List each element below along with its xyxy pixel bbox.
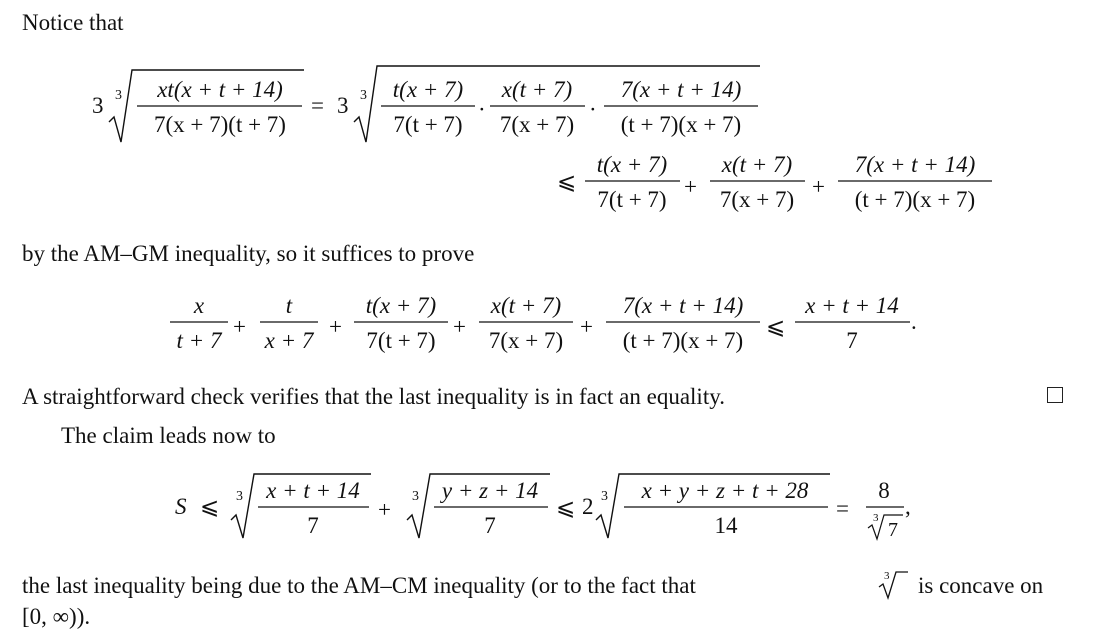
eq3-r1-index: 3 xyxy=(236,489,243,504)
eq3-result-index: 3 xyxy=(873,512,879,524)
eq3-leq-2: ⩽ xyxy=(556,495,576,520)
eq1-l2-frac-a-den: 7(t + 7) xyxy=(597,187,667,212)
eq2-plus-1: + xyxy=(233,314,246,339)
text-claim: The claim leads now to xyxy=(61,423,276,448)
eq3-result-num: 8 xyxy=(878,478,890,503)
eq2-f3-den: 7(t + 7) xyxy=(366,328,436,353)
eq2-period: . xyxy=(911,309,917,334)
eq2-f1-num: x xyxy=(193,293,205,318)
eq2-f4-den: 7(x + 7) xyxy=(488,328,564,353)
eq1-frac-a-num: t(x + 7) xyxy=(392,77,464,102)
eq1-l2-frac-b-den: 7(x + 7) xyxy=(719,187,795,212)
eq3-r1-num: x + t + 14 xyxy=(266,478,360,503)
eq2-rhs-num: x + t + 14 xyxy=(805,293,899,318)
eq3-r2-index: 3 xyxy=(412,489,419,504)
eq1-left-den: 7(x + 7)(t + 7) xyxy=(154,112,286,137)
eq1-cdot-1: · xyxy=(478,97,486,122)
eq3-plus: + xyxy=(378,497,391,522)
equation-2 xyxy=(0,280,1093,360)
equation-3 xyxy=(0,462,1093,552)
eq1-right-root-index: 3 xyxy=(360,88,367,103)
eq1-frac-c-num: 7(x + t + 14) xyxy=(620,77,742,102)
eq1-l2-plus-2: + xyxy=(812,174,825,199)
eq2-plus-2: + xyxy=(329,314,342,339)
eq2-f5-num: 7(x + t + 14) xyxy=(622,293,744,318)
eq2-plus-4: + xyxy=(580,314,593,339)
eq2-f2-num: t xyxy=(285,293,293,318)
text-notice: Notice that xyxy=(22,10,124,35)
eq1-l2-plus-1: + xyxy=(684,174,697,199)
eq3-r3-index: 3 xyxy=(601,489,608,504)
eq3-leq-1: ⩽ xyxy=(200,494,220,519)
eq1-left-num: xt(x + t + 14) xyxy=(157,77,283,102)
eq1-equals: = xyxy=(311,93,324,118)
eq2-f5-den: (t + 7)(x + 7) xyxy=(622,328,744,353)
eq3-r2-den: 7 xyxy=(484,513,496,538)
eq3-comma: , xyxy=(905,494,911,519)
eq1-l2-frac-c-num: 7(x + t + 14) xyxy=(854,152,976,177)
eq1-l2-frac-b-num: x(t + 7) xyxy=(721,152,793,177)
text-amgm: by the AM–GM inequality, so it suffices to prove xyxy=(22,241,475,266)
eq1-right-coef: 3 xyxy=(337,93,349,118)
eq2-f4-num: x(t + 7) xyxy=(490,293,562,318)
eq1-l2-frac-a-num: t(x + 7) xyxy=(596,152,668,177)
eq3-r3-num: x + y + z + t + 28 xyxy=(641,478,809,503)
eq2-plus-3: + xyxy=(453,314,466,339)
eq3-S: S xyxy=(175,494,187,519)
inline-root-index: 3 xyxy=(884,570,890,582)
eq1-l2-frac-c-den: (t + 7)(x + 7) xyxy=(854,187,976,212)
eq2-rhs-den: 7 xyxy=(846,328,858,353)
eq3-r1-den: 7 xyxy=(307,513,319,538)
eq1-frac-a-den: 7(t + 7) xyxy=(393,112,463,137)
eq3-coef: 2 xyxy=(582,494,594,519)
eq2-leq: ⩽ xyxy=(766,314,786,339)
qed-symbol xyxy=(1047,387,1063,403)
eq3-r2-num: y + z + 14 xyxy=(441,478,539,503)
text-last-2: [0, ∞)). xyxy=(22,604,91,629)
eq3-equals: = xyxy=(836,496,849,521)
eq1-leq: ⩽ xyxy=(557,169,577,194)
eq2-f1-den: t + 7 xyxy=(176,328,222,353)
eq1-root-index: 3 xyxy=(115,88,122,103)
eq2-f3-num: t(x + 7) xyxy=(365,293,437,318)
eq2-f2-den: x + 7 xyxy=(264,328,314,353)
eq1-frac-c-den: (t + 7)(x + 7) xyxy=(620,112,742,137)
eq1-frac-b-den: 7(x + 7) xyxy=(499,112,575,137)
eq1-frac-b-num: x(t + 7) xyxy=(501,77,573,102)
eq1-left-coef: 3 xyxy=(92,93,104,118)
eq3-r3-den: 14 xyxy=(714,513,738,538)
inline-cube-root xyxy=(874,566,914,602)
eq3-result-den: 7 xyxy=(888,519,898,541)
text-last-1: the last inequality being due to the AM–CM inequality (or to the fact that xyxy=(22,573,696,598)
text-last-1-tail: is concave on xyxy=(918,573,1044,598)
eq1-cdot-2: · xyxy=(589,97,597,122)
equation-1 xyxy=(0,0,1093,230)
text-check: A straightforward check verifies that the last inequality is in fact an equality. xyxy=(22,384,725,409)
